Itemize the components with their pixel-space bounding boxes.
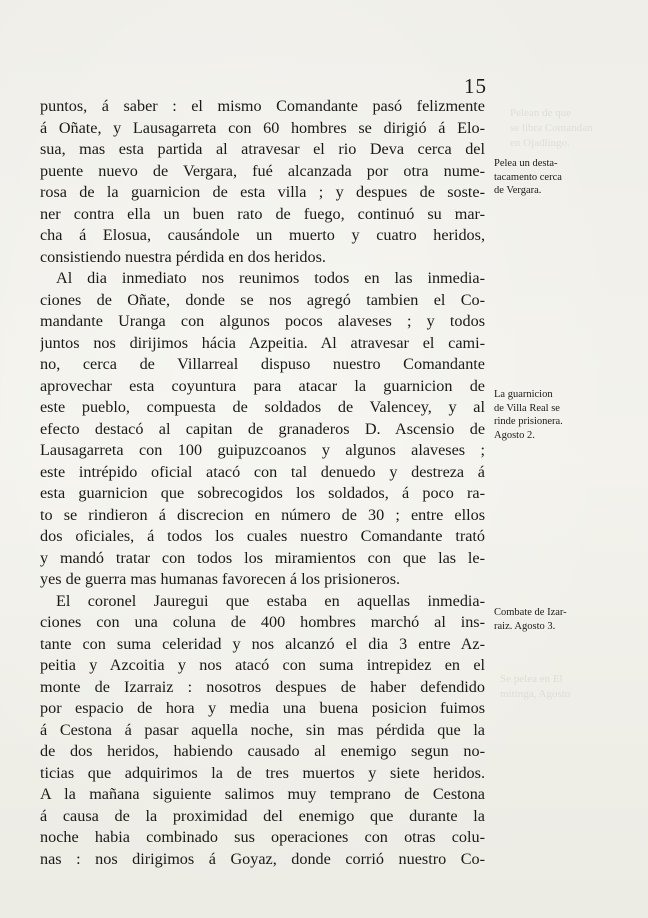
bleed-through: Pelean de que se libra Comandan en Ojadlingo.: [510, 107, 593, 149]
text-line: ticias que adquirimos la de tres muertos y siete heridos.: [40, 763, 485, 782]
margin-note-izarraiz: [494, 606, 612, 633]
margin-note-line: rinde prisionera.: [494, 416, 563, 427]
margin-note-line: Agosto 2.: [494, 429, 535, 441]
text-line: to se rindieron á discrecion en número de 30 ; entre ellos: [40, 505, 485, 524]
text-line: esta guarnicion que sobrecogidos los soldados, á poco ra-: [40, 484, 485, 502]
margin-note-vergara: [494, 157, 612, 198]
text-line: noche habia combinado sus operaciones con otras colu-: [40, 828, 485, 846]
body-text: [40, 96, 485, 870]
margin-note-line: Pelea un desta-: [494, 158, 558, 169]
text-line: no, cerca de Villarreal dispuso nuestro Comandante: [40, 355, 485, 373]
page-number: 15: [464, 74, 487, 98]
margin-note-line: Combate de Izar-: [494, 607, 567, 618]
margin-note-line: raiz. Agosto 3.: [494, 620, 556, 632]
margin-note-villa-real: [494, 388, 612, 442]
text-line: aprovechar esta coyuntura para atacar la guarnicion de: [40, 376, 485, 395]
text-line: á Oñate, y Lausagarreta con 60 hombres se dirigió á Elo-: [40, 118, 485, 137]
text-line: yes de guerra mas humanas favorecen á los prisioneros.: [40, 570, 401, 588]
text-line: mandante Uranga con algunos pocos alaveses ; y todos: [40, 312, 485, 330]
text-line: por espacio de hora y media una buena posicion fuimos: [40, 699, 485, 717]
text-line: á causa de la proximidad del enemigo que durante la: [40, 806, 485, 825]
text-line: sua, mas esta partida al atravesar el rio Deva cerca del: [40, 140, 485, 158]
text-line: monte de Izarraiz : nosotros despues de haber defendido: [40, 677, 485, 696]
text-line: Lausagarreta con 100 guipuzcoanos y algunos alaveses ;: [40, 441, 485, 459]
text-line: ner contra ella un buen rato de fuego, continuó su mar-: [40, 204, 485, 223]
text-line: y mandó tratar con todos los miramientos con que las le-: [40, 548, 485, 567]
text-line: efecto destacó al capitan de granaderos D. Ascensio de: [40, 419, 485, 438]
margin-note-line: La guarnicion: [494, 389, 553, 400]
margin-note-line: de Vergara.: [494, 185, 542, 196]
text-line: juntos nos dirijimos hácia Azpeitia. Al atravesar el cami-: [40, 333, 485, 352]
text-line: de dos heridos, habiendo causado al enemigo segun no-: [40, 742, 485, 760]
text-line: á Cestona á pasar aquella noche, sin mas pérdida que la: [40, 720, 485, 739]
text-line: A la mañana siguiente salimos muy temprano de Cestona: [40, 785, 485, 803]
text-line: este pueblo, compuesta de soldados de Valencey, y al: [40, 398, 485, 416]
margin-note-line: tacamento cerca: [494, 171, 562, 183]
margin-note-line: de Villa Real se: [494, 402, 560, 414]
text-line: consistiendo nuestra pérdida en dos heridos.: [40, 247, 326, 266]
text-line: nas : nos dirigimos á Goyaz, donde corrió nuestro Co-: [40, 849, 485, 868]
text-line: ciones con una coluna de 400 hombres marchó al ins-: [40, 613, 485, 631]
text-line: este intrépido oficial atacó con tal denuedo y destreza á: [40, 462, 485, 481]
text-line: El coronel Jauregui que estaba en aquellas inmedia-: [56, 591, 485, 610]
text-line: Al dia inmediato nos reunimos todos en las inmedia-: [56, 269, 485, 287]
bleed-through: Se pelea en El mitinga, Agosto: [500, 673, 571, 700]
text-line: puntos, á saber : el mismo Comandante pasó felizmente: [40, 97, 485, 115]
text-line: tante con suma celeridad y nos alcanzó el dia 3 entre Az-: [40, 634, 485, 653]
text-line: dos oficiales, á todos los cuales nuestro Comandante trató: [40, 527, 485, 545]
text-line: rosa de la guarnicion de esta villa ; y despues de soste-: [40, 183, 485, 201]
text-line: puente nuevo de Vergara, fué alcanzada por otra nume-: [40, 161, 485, 180]
text-line: peitia y Azcoitia y nos atacó con suma intrepidez en el: [40, 656, 485, 674]
text-line: cha á Elosua, causándole un muerto y cuatro heridos,: [40, 226, 485, 244]
text-line: ciones de Oñate, donde se nos agregó tambien el Co-: [40, 290, 485, 309]
